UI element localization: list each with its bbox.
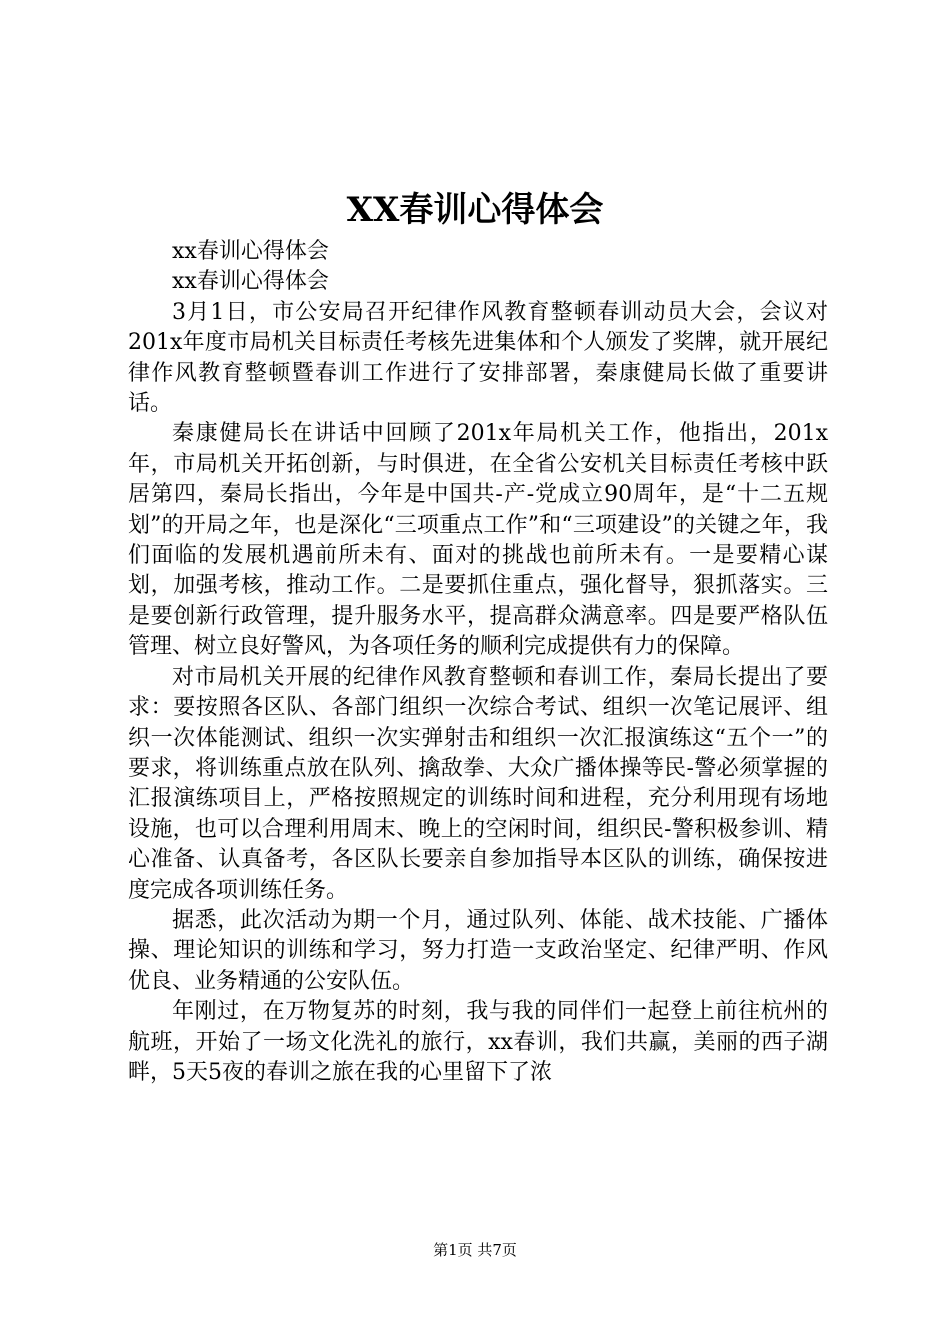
page-footer: 第1页 共7页 [433, 1241, 517, 1259]
document-title: XX春训心得体会 [346, 190, 604, 230]
document-body [128, 237, 828, 1088]
paragraph-2: 秦康健局长在讲话中回顾了201x年局机关工作，他指出，201x年，市局机关开拓创新，与时俱进，在全省公安机关目标责任考核中跃居第四，秦局长指出，今年是中国共-产-党成立90周年，是“十二五规划”的开局之年，也是深化“三项重点工作”和“三项建设”的关键之年，我们面临的发展机遇前所未有、面对的挑战也前所未有。一是要精心谋划，加强考核，推动工作。二是要抓住重点，强化督导，狠抓落实。三是要创新行政管理，提升服务水平，提高群众满意率。四是要严格队伍管理、树立良好警风，为各项任务的顺利完成提供有力的保障。 [128, 421, 828, 660]
paragraph-1: 3月1日，市公安局召开纪律作风教育整顿春训动员大会，会议对201x年度市局机关目标责任考核先进集体和个人颁发了奖牌，就开展纪律作风教育整顿暨春训工作进行了安排部署，秦康健局长做了重要讲话。 [128, 299, 828, 417]
paragraph-5: 年刚过，在万物复苏的时刻，我与我的同伴们一起登上前往杭州的航班，开始了一场文化洗礼的旅行，xx春训，我们共赢，美丽的西子湖畔，5天5夜的春训之旅在我的心里留下了浓 [128, 999, 828, 1085]
paragraph-subtitle-2: xx春训心得体会 [172, 269, 329, 295]
paragraph-3: 对市局机关开展的纪律作风教育整顿和春训工作，秦局长提出了要求：要按照各区队、各部门组织一次综合考试、组织一次笔记展评、组织一次体能测试、组织一次实弹射击和组织一次汇报演练这“五个一”的要求，将训练重点放在队列、擒敌拳、大众广播体操等民-警必须掌握的汇报演练项目上，严格按照规定的训练时间和进程，充分利用现有场地设施，也可以合理利用周末、晚上的空闲时间，组织民-警积极参训、精心准备、认真备考，各区队长要亲自参加指导本区队的训练，确保按进度完成各项训练任务。 [128, 664, 828, 903]
paragraph-subtitle-1: xx春训心得体会 [172, 239, 329, 264]
paragraph-4: 据悉，此次活动为期一个月，通过队列、体能、战术技能、广播体操、理论知识的训练和学习，努力打造一支政治坚定、纪律严明、作风优良、业务精通的公安队伍。 [128, 907, 828, 994]
